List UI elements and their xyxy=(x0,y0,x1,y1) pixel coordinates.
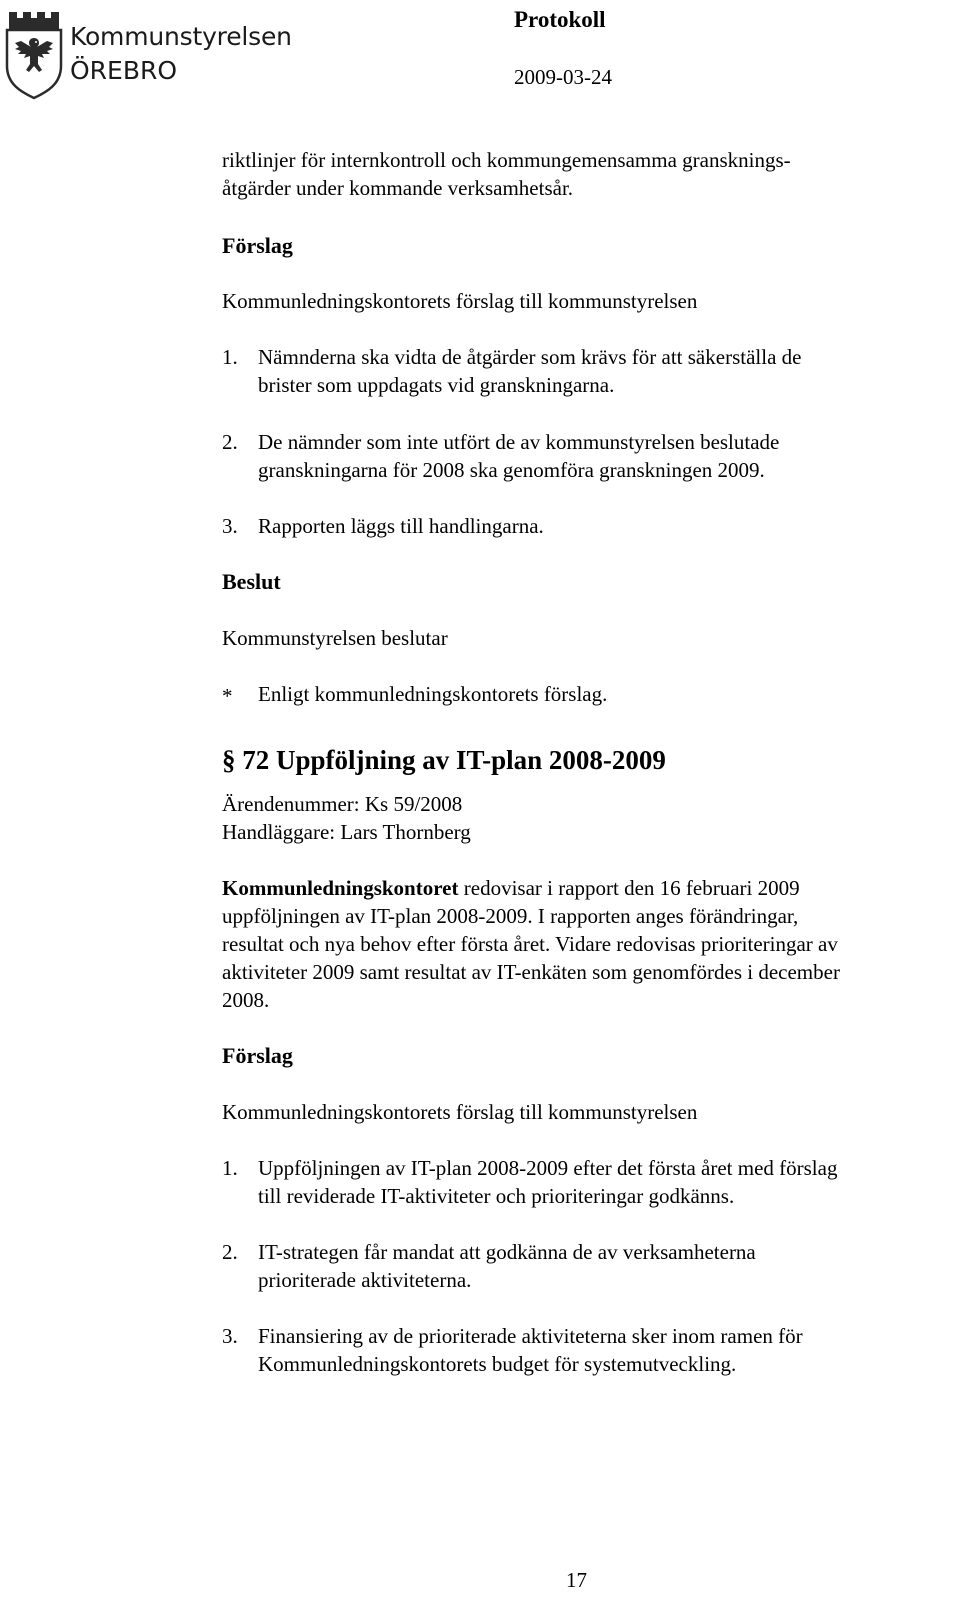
bullet-symbol: * xyxy=(222,684,233,708)
body-line-3: resultat och nya behov efter första året. Vidare redovisas prioriteringar av xyxy=(222,932,838,956)
forslag-intro-text: Kommunledningskontorets förslag till kommunstyrelsen xyxy=(222,1100,698,1124)
list-item-line: Uppföljningen av IT-plan 2008-2009 efter det första året med förslag xyxy=(258,1156,838,1180)
body-line-5: 2008. xyxy=(222,988,270,1012)
list-item-line: granskningarna för 2008 ska genomföra granskningen 2009. xyxy=(258,458,765,482)
page-number: 17 xyxy=(566,1568,587,1592)
list-item-number: 1. xyxy=(222,345,238,369)
intro-line-1: riktlinjer för internkontroll och kommungemensamma gransknings- xyxy=(222,148,791,172)
body-line-2: uppföljningen av IT-plan 2008-2009. I rapporten anges förändringar, xyxy=(222,904,799,928)
document-date: 2009-03-24 xyxy=(514,65,612,89)
body-line-1-rest: redovisar i rapport den 16 februari 2009 xyxy=(458,876,800,900)
beslut-text: Kommunstyrelsen beslutar xyxy=(222,626,448,650)
list-item-line: De nämnder som inte utfört de av kommunstyrelsen beslutade xyxy=(258,430,780,454)
arendenummer: Ärendenummer: Ks 59/2008 xyxy=(222,792,463,816)
coat-of-arms-icon xyxy=(3,8,65,100)
header-logo xyxy=(3,8,292,100)
list-item-number: 1. xyxy=(222,1156,238,1180)
list-item-number: 3. xyxy=(222,1324,238,1348)
body-bold-term: Kommunledningskontoret xyxy=(222,876,459,900)
bullet-text: Enligt kommunledningskontorets förslag. xyxy=(258,682,608,706)
section-title: § 72 Uppföljning av IT-plan 2008-2009 xyxy=(222,745,666,775)
list-item-number: 3. xyxy=(222,514,238,538)
list-item-line: brister som uppdagats vid granskningarna. xyxy=(258,373,615,397)
list-item-line: Rapporten läggs till handlingarna. xyxy=(258,514,544,538)
list-item-line: till reviderade IT-aktiviteter och prioriteringar godkänns. xyxy=(258,1184,735,1208)
list-item-line: Nämnderna ska vidta de åtgärder som krävs för att säkerställa de xyxy=(258,345,802,369)
body-line-4: aktiviteter 2009 samt resultat av IT-enkäten som genomfördes i december xyxy=(222,960,840,984)
list-item-number: 2. xyxy=(222,1240,238,1264)
forslag-intro-text: Kommunledningskontorets förslag till kommunstyrelsen xyxy=(222,289,698,313)
document-type: Protokoll xyxy=(514,7,606,32)
list-item-line: prioriterade aktiviteterna. xyxy=(258,1268,472,1292)
intro-line-2: åtgärder under kommande verksamhetsår. xyxy=(222,176,574,200)
logo-city-name: ÖREBRO xyxy=(70,56,178,85)
list-item-line: Finansiering av de prioriterade aktiviteterna sker inom ramen för xyxy=(258,1324,803,1348)
forslag-heading: Förslag xyxy=(222,1043,293,1068)
forslag-heading: Förslag xyxy=(222,233,293,258)
list-item-number: 2. xyxy=(222,430,238,454)
logo-org-name: Kommunstyrelsen xyxy=(70,22,292,51)
list-item-line: IT-strategen får mandat att godkänna de av verksamheterna xyxy=(258,1240,756,1264)
list-item-line: Kommunledningskontorets budget för systemutveckling. xyxy=(258,1352,737,1376)
handlaggare: Handläggare: Lars Thornberg xyxy=(222,820,471,844)
body-line-1 xyxy=(222,874,800,902)
beslut-heading: Beslut xyxy=(222,569,281,594)
